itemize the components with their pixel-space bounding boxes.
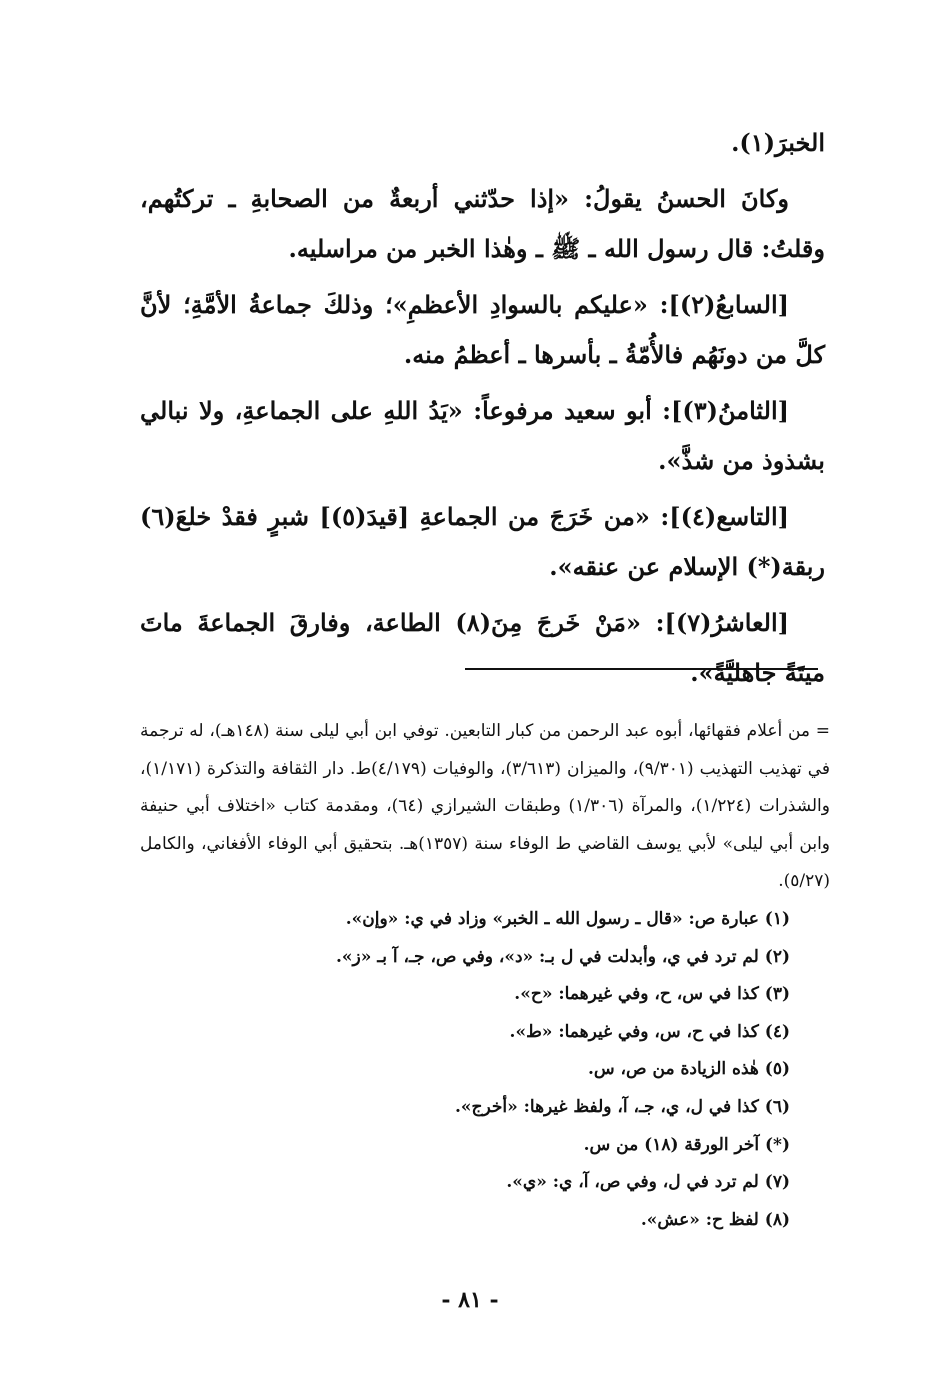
footnote-item: (٤) كذا في ح، س، وفي غيرهما: «ط».: [509, 1021, 790, 1042]
footnote-item: (*) آخر الورقة (١٨) من س.: [583, 1134, 790, 1155]
footnote-item: (١) عبارة ص: «قال ـ رسول الله ـ الخبر» وزاد في ي: «وإن».: [345, 908, 790, 929]
footnote-item: (٧) لم ترد في ل، وفي ص، آ، ي: «ي».: [506, 1172, 790, 1193]
footnote-item: (٦) كذا في ل، ي، جـ، آ، ولفظ غيرها: «أخرج».: [454, 1096, 790, 1117]
footnotes: [140, 713, 830, 1239]
footnote-item: (٨) لفظ ح: «عش».: [640, 1209, 790, 1230]
paragraph-2: وكانَ الحسنُ يقولُ: «إذا حدّثني أربعةٌ من الصحابةِ ـ تركتُهم، وقلتُ: قال رسول الله ـ ﷺ ـ وهٰذا الخبر من مراسليه.: [140, 184, 825, 263]
page-number: - ٨١ -: [441, 1287, 499, 1313]
footnote-item: (٥) هٰذه الزيادة من ص، س.: [587, 1059, 790, 1080]
footnote-list: [140, 901, 830, 1239]
main-text: [140, 118, 825, 704]
footnote-separator: [465, 668, 818, 670]
footnote-item: (٣) كذا في س، ح، وفي غيرهما: «ح».: [514, 984, 790, 1005]
paragraph-6: [العاشرُ(٧)]: «مَنْ خَرجَ مِنَ(٨) الطاعة، وفارقَ الجماعةَ ماتَ ميتَةً جاهليَّةً».: [140, 608, 825, 687]
paragraph-4: [الثامنُ(٣)]: أبو سعيد مرفوعاً: «يَدُ اللهِ على الجماعةِ، ولا نبالي بشذوذ من شذَّ».: [140, 396, 825, 475]
paragraph-1: الخبرَ(١).: [731, 128, 825, 157]
footnote-item: (٢) لم ترد في ي، وأبدلت في ل بـ: «د»، وفي ص، جـ، آ بـ «ز».: [335, 946, 790, 967]
paragraph-3: [السابعُ(٢)]: «عليكم بالسوادِ الأعظمِ»؛ وذلكَ جماعةُ الأمَّةِ؛ لأنَّ كلَّ من دونَهُم فالأُمّةُ ـ بأسرها ـ أعظمُ منه.: [140, 290, 825, 369]
paragraph-5: [التاسع(٤)]: «من خَرَجَ من الجماعةِ [قيدَ(٥)] شبرٍ فقدْ خلعَ(٦) ربقة(*) الإسلام عن عنقه».: [140, 502, 825, 581]
footnote-continuation: = من أعلام فقهائها، أبوه عبد الرحمن من كبار التابعين. توفي ابن أبي ليلى سنة (١٤٨هـ)، له ترجمة في تهذيب التهذيب (٩/٣٠١)، والميزان (٣/٦١٣)، والوفيات (٤/١٧٩)ط. دار الثقافة والتذكرة (١/١٧١)، والشذرات (١/٢٢٤)، والمرآة (١/٣٠٦) وطبقات الشيرازي (٦٤)، ومقدمة كتاب «اختلاف أبي حنيفة وابن أبي ليلى» لأبي يوسف القاضي ط الوفاء سنة (١٣٥٧)هـ. بتحقيق أبي الوفاء الأفغاني، والكامل (٥/٢٧).: [140, 721, 831, 892]
